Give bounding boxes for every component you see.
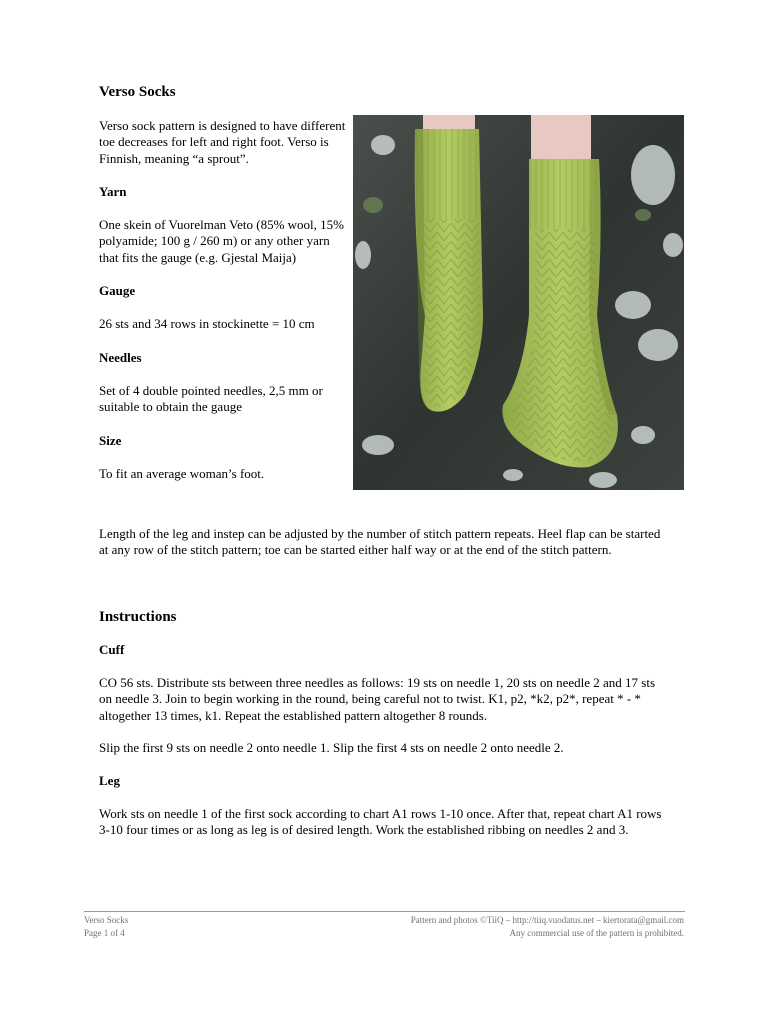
yarn-heading: Yarn — [99, 183, 127, 199]
leg-paragraph — [99, 806, 669, 839]
size-text: To fit an average woman’s foot. — [99, 465, 265, 481]
length-note — [99, 526, 669, 559]
cuff-paragraph-1 — [99, 675, 669, 724]
leg-heading: Leg — [99, 773, 120, 788]
intro-column — [99, 118, 349, 499]
needles-heading: Needles — [99, 349, 142, 365]
sock-photo-illustration — [353, 115, 684, 490]
footer-divider — [84, 911, 685, 912]
footer-page-number: Page 1 of 4 — [84, 928, 125, 938]
page-title: Verso Socks — [99, 84, 176, 100]
length-note-text: Length of the leg and instep can be adjusted by the number of stitch pattern repeats. Heel flap can be started at any row of the stitch pattern; toe can be started either half way or at the end of the stitch pattern. — [99, 526, 661, 558]
needles-text: Set of 4 double pointed needles, 2,5 mm or suitable to obtain the gauge — [99, 382, 323, 415]
footer-credit: Pattern and photos ©TiiQ – http://tiiq.vuodatus.net – kiertorata@gmail.com — [410, 915, 684, 925]
gauge-text: 26 sts and 34 rows in stockinette = 10 cm — [99, 316, 315, 332]
leg-text: Work sts on needle 1 of the first sock according to chart A1 rows 1-10 once. After that, repeat chart A1 rows 3-10 four times or as long as leg is of desired length. Work the established ribbing on needles 2 and 3. — [99, 806, 662, 838]
intro-paragraph: Verso sock pattern is designed to have different toe decreases for left and right foot. Verso is Finnish, meaning “a sprout”. — [99, 118, 346, 166]
cuff-text-2: Slip the first 9 sts on needle 2 onto needle 1. Slip the first 4 sts on needle 2 onto needle 2. — [99, 740, 564, 755]
footer-left — [84, 914, 128, 940]
cuff-paragraph-2 — [99, 740, 669, 756]
cuff-heading: Cuff — [99, 642, 125, 657]
cuff-text-1: CO 56 sts. Distribute sts between three needles as follows: 19 sts on needle 1, 20 sts on needle 2 and 17 sts on needle 3. Join to begin working in the round, being careful not to twist. K1, p2, *k2, p2*, repeat * - * altogether 13 times, k1. Repeat the established pattern altogether 8 rounds. — [99, 675, 656, 723]
sock-photo — [353, 115, 684, 490]
footer-right — [411, 914, 684, 940]
gauge-heading: Gauge — [99, 283, 136, 299]
footer-doc-title: Verso Socks — [84, 915, 129, 925]
instructions-heading: Instructions — [99, 609, 177, 625]
size-heading: Size — [99, 432, 122, 448]
footer-notice: Any commercial use of the pattern is prohibited. — [509, 928, 684, 938]
yarn-text: One skein of Vuorelman Veto (85% wool, 15% polyamide; 100 g / 260 m) or any other yarn that fits the gauge (e.g. Gjestal Maija) — [99, 217, 344, 265]
